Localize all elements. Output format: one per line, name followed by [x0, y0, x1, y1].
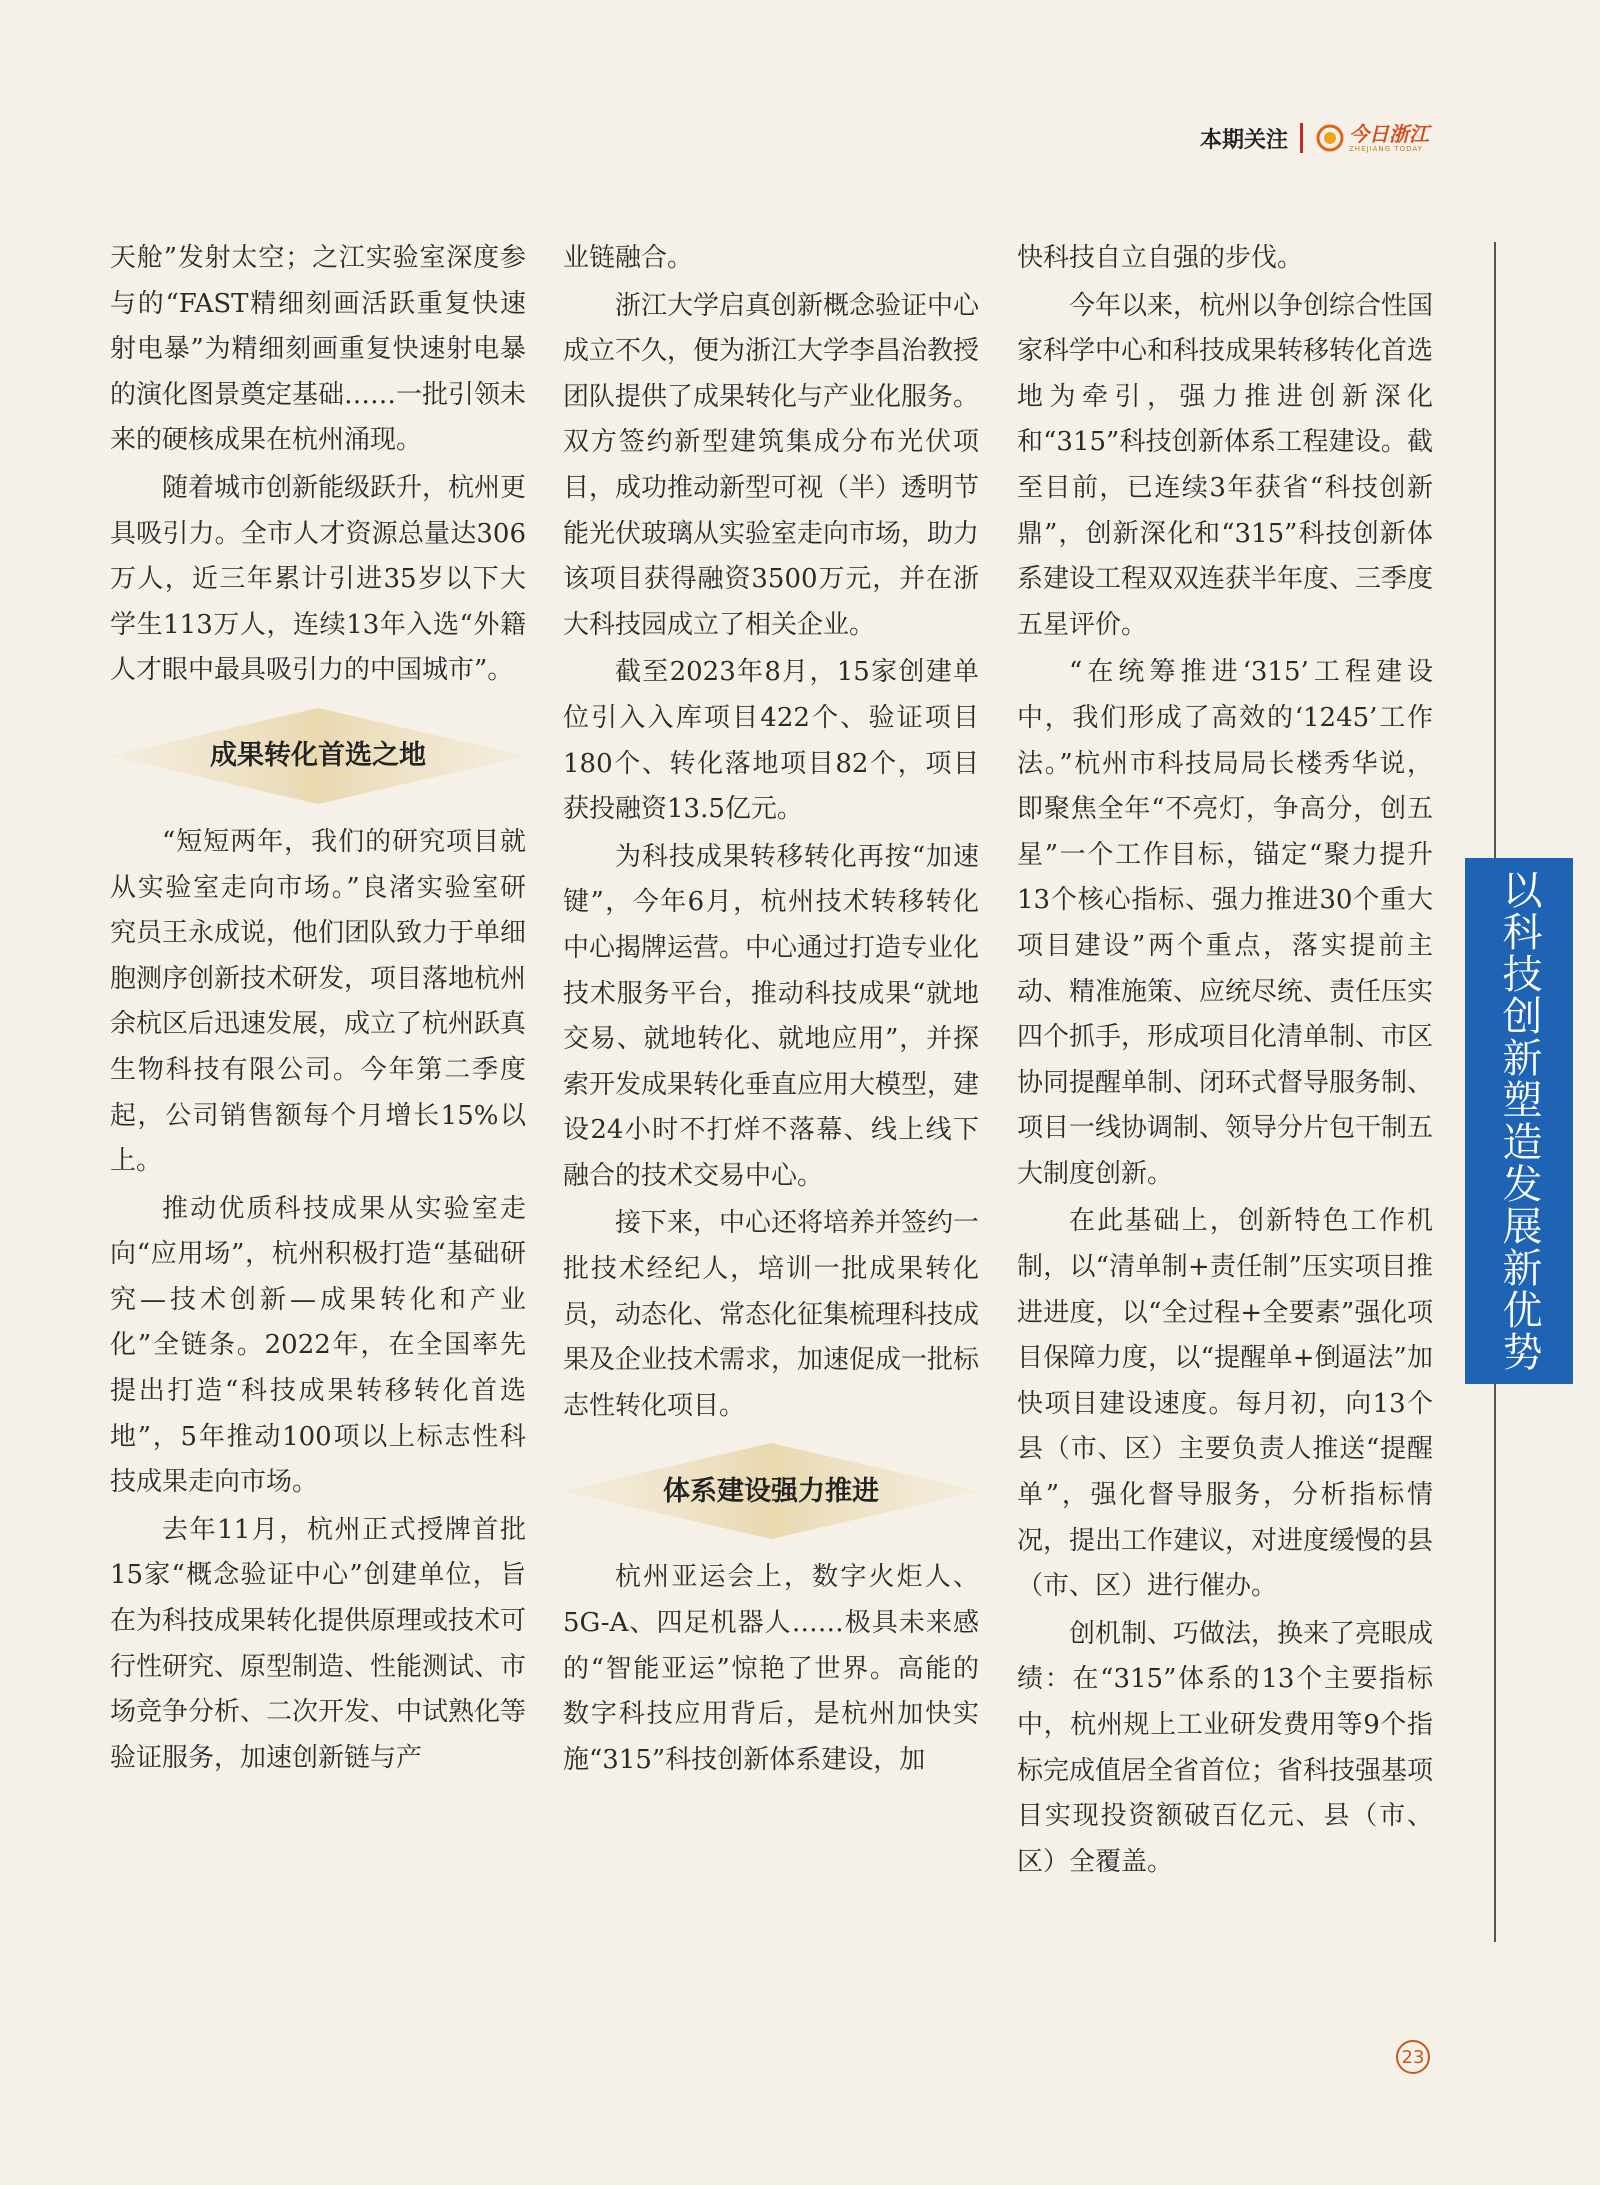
- section-heading: [563, 1443, 979, 1539]
- paragraph: 今年以来，杭州以争创综合性国家科学中心和科技成果转移转化首选地为牵引，强力推进创新深化和“315”科技创新体系工程建设。截至目前，已连续3年获省“科技创新鼎”，创新深化和“315”科技创新体系建设工程双双连获半年度、三季度五星评价。: [1017, 290, 1434, 640]
- article-column-3: [1017, 236, 1433, 1885]
- sidebar-title: 以科技创新塑造发展新优势: [1496, 869, 1542, 1373]
- paragraph: 浙江大学启真创新概念验证中心成立不久，便为浙江大学李昌治教授团队提供了成果转化与产业化服务。双方签约新型建筑集成分布光伏项目，成功推动新型可视（半）透明节能光伏玻璃从实验室走向市场，助力该项目获得融资3500万元，并在浙大科技园成立了相关企业。: [563, 290, 980, 640]
- paragraph: 为科技成果转移转化再按“加速键”，今年6月，杭州技术转移转化中心揭牌运营。中心通过打造专业化技术服务平台，推动科技成果“就地交易、就地转化、就地应用”，并探索开发成果转化垂直应用大模型，建设24小时不打烊不落幕、线上线下融合的技术交易中心。: [563, 841, 980, 1191]
- heading-text: 成果转化首选之地: [210, 740, 426, 772]
- page-number: 23: [1396, 2040, 1430, 2074]
- section-heading: [110, 708, 526, 804]
- paragraph: 杭州亚运会上，数字火炬人、5G-A、四足机器人……极具未来感的“智能亚运”惊艳了世界。高能的数字科技应用背后，是杭州加快实施“315”科技创新体系建设，加: [563, 1562, 979, 1775]
- paragraph: 在此基础上，创新特色工作机制，以“清单制+责任制”压实项目推进进度，以“全过程+全要素”强化项目保障力度，以“提醒单+倒逼法”加快项目建设速度。每月初，向13个县（市、区）主要负责人推送“提醒单”，强化督导服务，分析指标情况，提出工作建议，对进度缓慢的县（市、区）进行催办。: [1017, 1206, 1434, 1602]
- paragraph: 快科技自立自强的步伐。: [1017, 243, 1304, 273]
- article-column-1: [110, 236, 526, 1781]
- heading-text: 体系建设强力推进: [663, 1475, 879, 1507]
- paragraph: 去年11月，杭州正式授牌首批15家“概念验证中心”创建单位，旨在为科技成果转化提供原理或技术可行性研究、原型制造、性能测试、市场竞争分析、二次开发、中试熟化等验证服务，加速创新链与产: [110, 1514, 527, 1773]
- paragraph: 推动优质科技成果从实验室走向“应用场”，杭州积极打造“基础研究—技术创新—成果转化和产业化”全链条。2022年，在全国率先提出打造“科技成果转移转化首选地”，5年推动100项以上标志性科技成果走向市场。: [110, 1193, 526, 1498]
- sidebar-title-banner: [1465, 858, 1573, 1384]
- logo-swirl-icon: [1315, 123, 1345, 153]
- paragraph: “短短两年，我们的研究项目就从实验室走向市场。”良渚实验室研究员王永成说，他们团队致力于单细胞测序创新技术研发，项目落地杭州余杭区后迅速发展，成立了杭州跃真生物科技有限公司。今年第二季度起，公司销售额每个月增长15%以上。: [110, 826, 527, 1177]
- section-label: 本期关注: [1200, 127, 1289, 153]
- paragraph: 随着城市创新能级跃升，杭州更具吸引力。全市人才资源总量达306万人，近三年累计引进35岁以下大学生113万人，连续13年入选“外籍人才眼中最具吸引力的中国城市”。: [110, 472, 527, 686]
- article-column-2: [563, 236, 979, 1783]
- paragraph: “在统筹推进‘315’工程建设中，我们形成了高效的‘1245’工作法。”杭州市科技局局长楼秀华说，即聚焦全年“不亮灯，争高分，创五星”一个工作目标，锚定“聚力提升13个核心指标、强力推进30个重大项目建设”两个重点，落实提前主动、精准施策、应统尽统、责任压实四个抓手，形成项目化清单制、市区协同提醒单制、闭环式督导服务制、项目一线协调制、领导分片包干制五大制度创新。: [1017, 657, 1434, 1189]
- header-divider: [1300, 123, 1303, 153]
- logo-title: 今日浙江: [1349, 121, 1430, 146]
- paragraph: 接下来，中心还将培养并签约一批技术经纪人，培训一批成果转化员，动态化、常态化征集梳理科技成果及企业技术需求，加速促成一批标志性转化项目。: [563, 1208, 980, 1421]
- paragraph: 截至2023年8月，15家创建单位引入入库项目422个、验证项目180个、转化落地项目82个，项目获投融资13.5亿元。: [563, 657, 979, 825]
- paragraph: 天舱”发射太空；之江实验室深度参与的“FAST精细刻画活跃重复快速射电暴”为精细刻画重复快速射电暴的演化图景奠定基础……一批引领未来的硬核成果在杭州涌现。: [110, 243, 527, 456]
- paragraph: 创机制、巧做法，换来了亮眼成绩：在“315”体系的13个主要指标中，杭州规上工业研发费用等9个指标完成值居全省首位；省科技强基项目实现投资额破百亿元、县（市、区）全覆盖。: [1017, 1618, 1434, 1877]
- magazine-logo: [1315, 123, 1429, 153]
- page-header: [1200, 118, 1429, 158]
- paragraph: 业链融合。: [563, 243, 694, 273]
- logo-subtitle: ZHEJIANG TODAY: [1349, 144, 1423, 153]
